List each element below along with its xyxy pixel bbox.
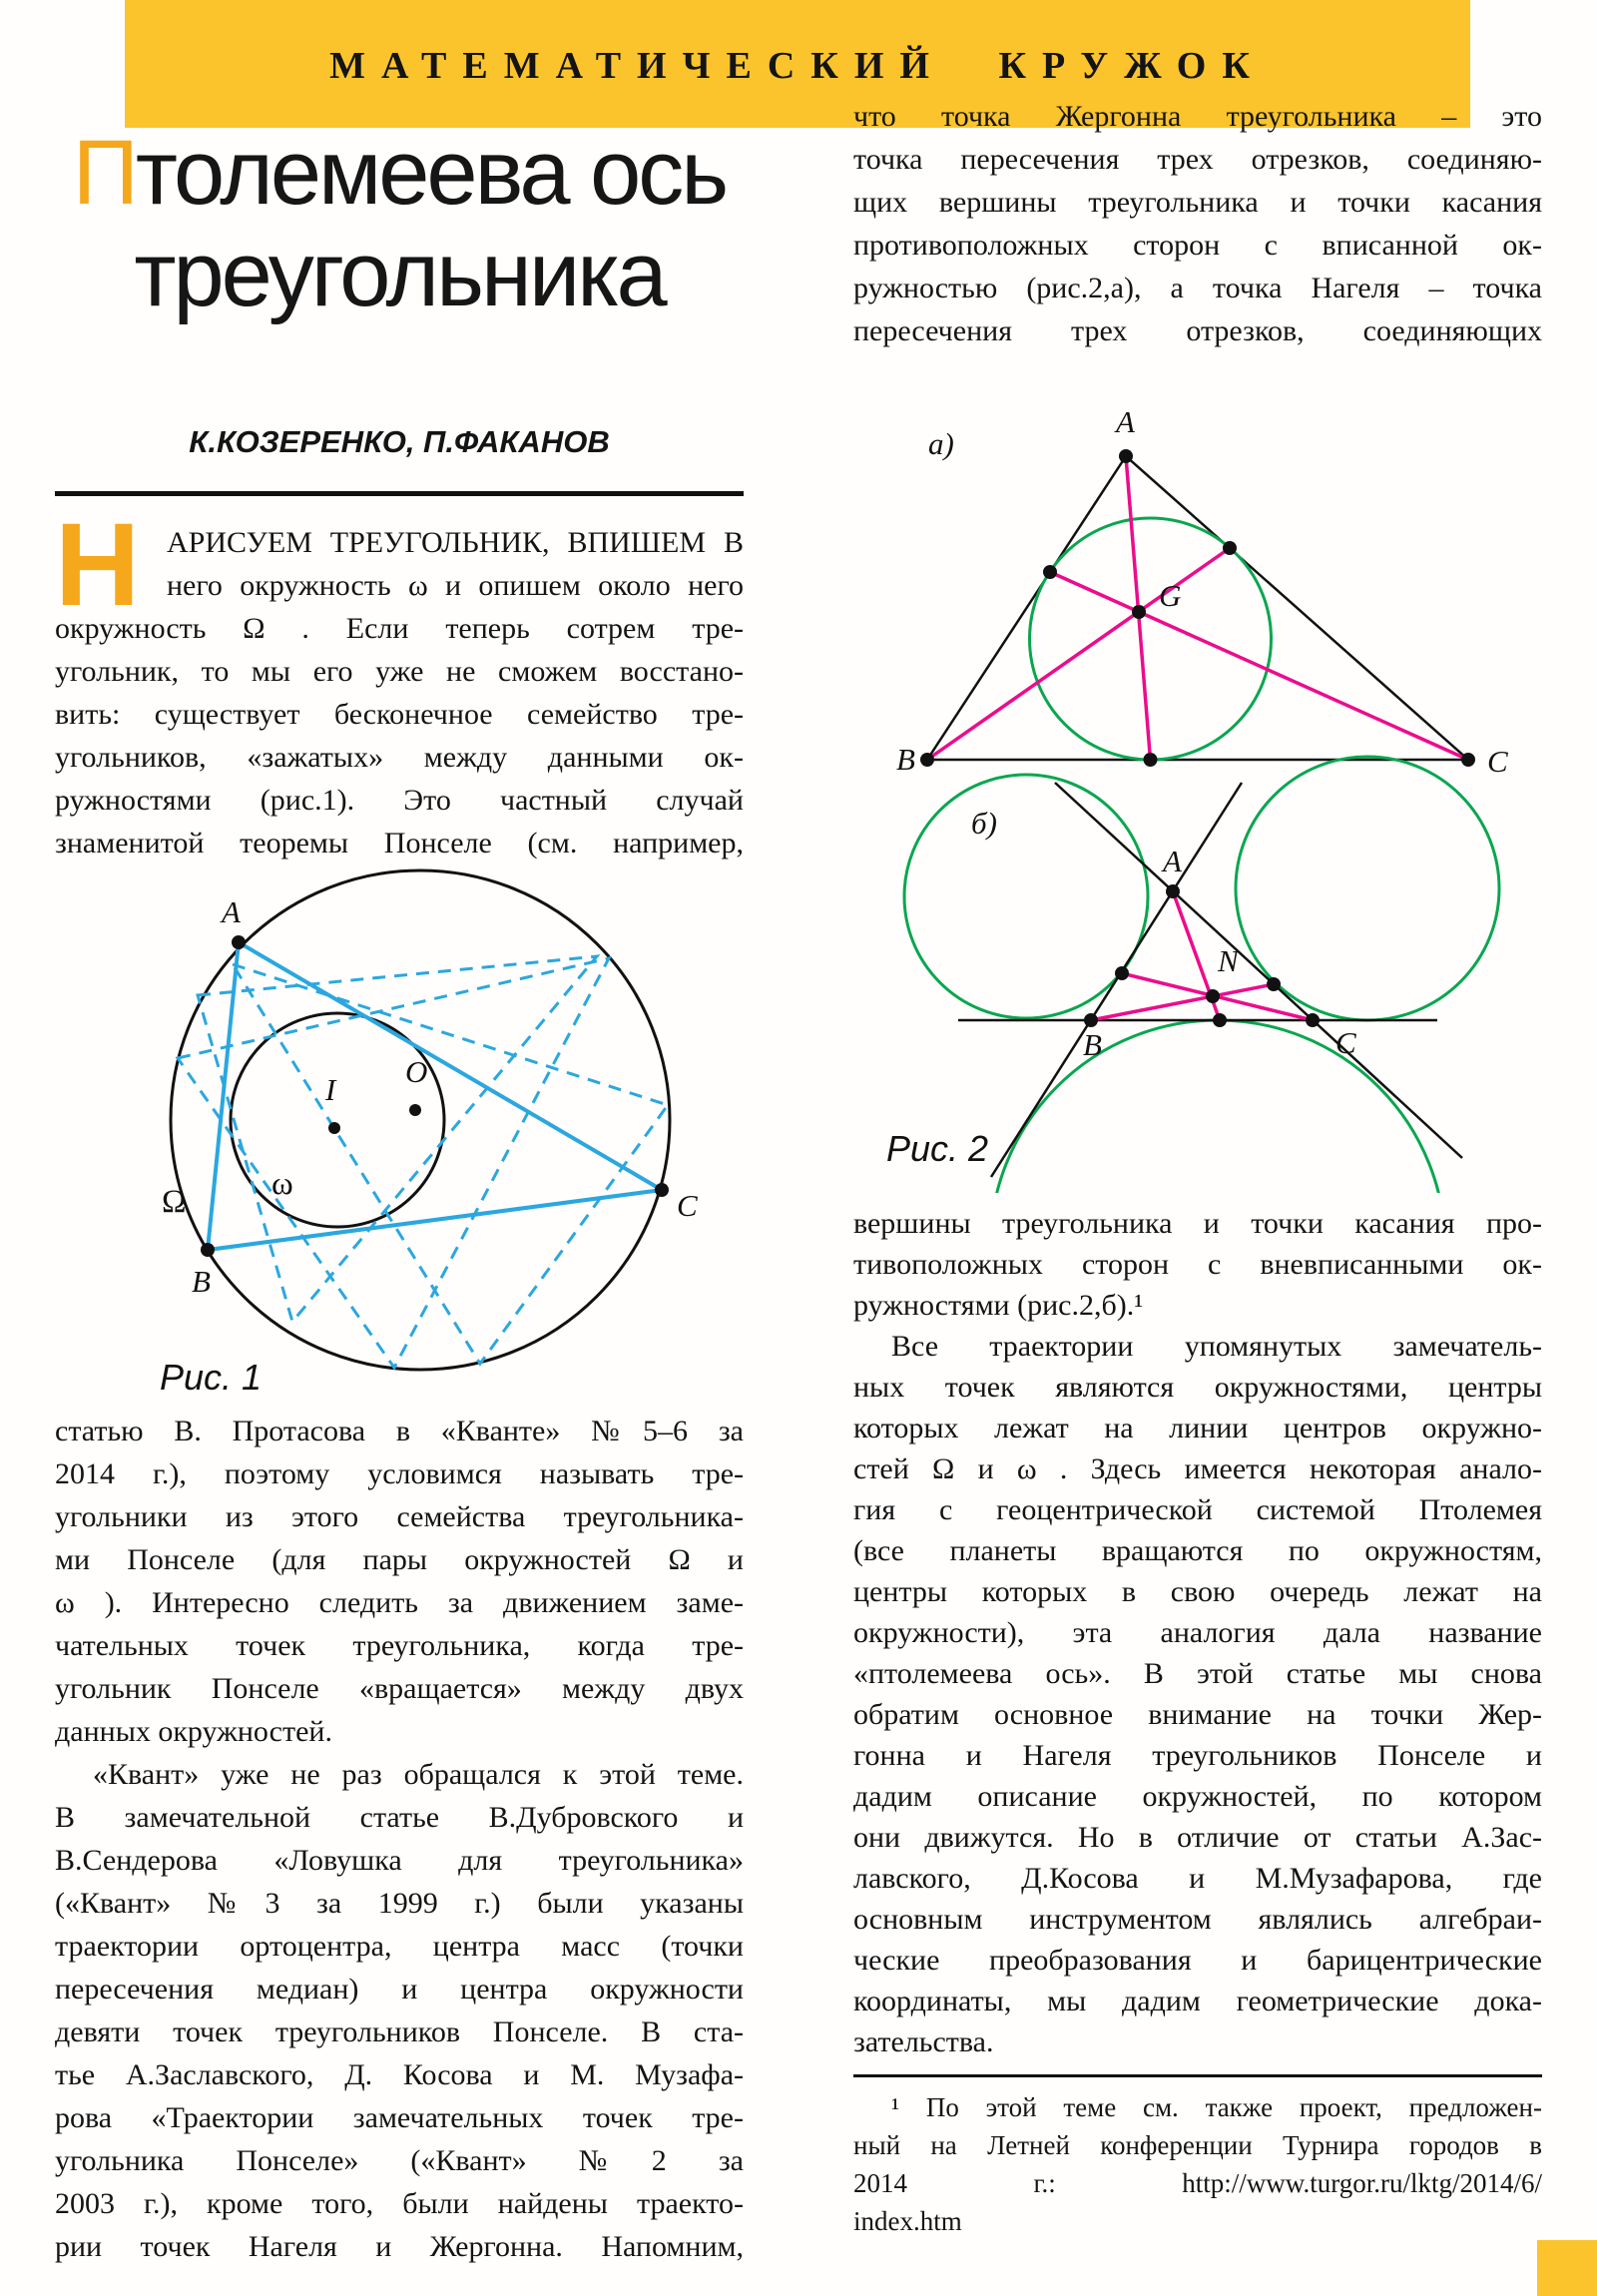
label-G: G — [1159, 578, 1182, 613]
figure-2 — [828, 394, 1567, 1193]
label-omega-small: ω — [271, 1166, 293, 1202]
text-line: тье А.Заславского, Д. Косова и М. Музафа- — [55, 2058, 744, 2091]
text-line: чательных точек треугольника, когда тре- — [55, 1629, 744, 1662]
text-line: рии точек Нагеля и Жергонна. Напомним, — [55, 2230, 744, 2263]
text-line: угольник, то мы его уже не сможем восстано- — [55, 655, 744, 688]
text-line: ¹ По этой теме см. также проект, предложен- — [891, 2092, 1542, 2122]
text-line: ческие преобразования и барицентрические — [853, 1944, 1542, 1977]
text-line: ми Понселе (для пары окружностей Ω и — [55, 1543, 744, 1576]
text-line: стей Ω и ω . Здесь имеется некоторая анало- — [853, 1452, 1542, 1485]
extouch-ab — [1115, 966, 1129, 980]
text-line: угольников, «зажатых» между данными ок- — [55, 741, 744, 774]
excircle-opposite-C — [904, 775, 1148, 1018]
text-line: ных точек являются окружностями, центры — [853, 1371, 1542, 1404]
text-line: «Квант» уже не раз обращался к этой теме. — [93, 1758, 744, 1791]
text-line: гонна и Нагеля треугольников Понселе и — [853, 1739, 1542, 1772]
text-line: противоположных сторон с вписанной ок- — [853, 229, 1542, 262]
subfigure-a-label: а) — [928, 426, 954, 461]
text-line: что точка Жергонна треугольника – это — [853, 100, 1542, 133]
footnote-rule — [853, 2074, 1542, 2077]
right-column-top — [853, 95, 1542, 352]
text-line: щих вершины треугольника и точки касания — [853, 186, 1542, 219]
label-A-b: A — [1163, 844, 1182, 878]
intro-lines-beside-dropcap — [167, 521, 744, 607]
text-line: него окружность ω и опишем около него — [167, 569, 744, 602]
text-line: зательства. — [853, 2025, 994, 2058]
section-header: МАТЕМАТИЧЕСКИЙ КРУЖОК — [329, 45, 1266, 87]
text-line: 2003 г.), кроме того, были найдены траекто- — [55, 2187, 744, 2220]
corner-yellow-square — [1537, 2240, 1597, 2296]
label-B-b: B — [1083, 1027, 1102, 1062]
text-line: «птолемеева ось». В этой статье мы снова — [853, 1657, 1542, 1690]
text-line: центры которых в свою очередь лежат на — [853, 1575, 1542, 1608]
text-line: угольник Понселе «вращается» между двух — [55, 1672, 744, 1705]
text-line: гия с геоцентрической системой Птолемея — [853, 1493, 1542, 1526]
right-column-bottom — [853, 1203, 1542, 2062]
figure-1 — [100, 861, 779, 1400]
point-A — [232, 935, 246, 949]
text-line: траектории ортоцентра, центра масс (точки — [55, 1930, 744, 1963]
label-B-a: B — [896, 742, 915, 777]
text-line: («Квант» №3 за 1999 г.) были указаны — [55, 1887, 744, 1920]
label-C-a: C — [1487, 744, 1508, 779]
text-line: АРИСУЕМ ТРЕУГОЛЬНИК, ВПИШЕМ В — [167, 526, 744, 559]
text-line: ружностью (рис.2,а), а точка Нагеля – точка — [853, 272, 1542, 304]
text-line: вершины треугольника и точки касания про- — [853, 1207, 1542, 1240]
text-line: координаты, мы дадим геометрические дока- — [853, 1985, 1542, 2017]
point-I — [328, 1122, 340, 1134]
text-line: точка пересечения трех отрезков, соединяю- — [853, 143, 1542, 176]
intro-dropcap: Н — [55, 499, 141, 631]
text-line: окружности), эта аналогия дала название — [853, 1616, 1542, 1649]
text-line: данных окружностей. — [55, 1715, 332, 1748]
title-dropcap: П — [72, 122, 136, 224]
figure-1-caption: Рис. 1 — [160, 1357, 263, 1398]
excircle-opposite-A — [990, 1020, 1445, 1193]
text-line: они движутся. Но в отличие от статьи А.Зас- — [853, 1821, 1542, 1854]
intro-paragraph — [55, 607, 744, 864]
text-line: 2014 г.), поэтому условимся называть тре- — [55, 1457, 744, 1490]
label-A: A — [222, 894, 241, 929]
label-A-a: A — [1116, 404, 1135, 439]
cevian-b — [927, 548, 1230, 760]
point-O — [409, 1104, 421, 1116]
text-line: В замечательной статье В.Дубровского и — [55, 1801, 744, 1834]
title-line-1: Птолемеева ось — [72, 122, 727, 224]
text-line: (все планеты вращаются по окружностям, — [853, 1534, 1542, 1567]
text-line: основным инструментом являлись алгебраи- — [853, 1903, 1542, 1936]
point-G — [1132, 605, 1146, 619]
subfigure-b-label: б) — [971, 806, 997, 841]
text-line: ω ). Интересно следить за движением заме- — [55, 1586, 744, 1619]
touch-bc — [1144, 753, 1158, 767]
text-line: которых лежат на линии центров окружно- — [853, 1412, 1542, 1444]
authors-line: К.КОЗЕРЕНКО, П.ФАКАНОВ — [189, 424, 610, 459]
point-A-b — [1166, 884, 1180, 898]
text-line: В.Сендерова «Ловушка для треугольника» — [55, 1844, 744, 1877]
text-line: ружностями (рис.1). Это частный случай — [55, 784, 744, 817]
text-line: дадим описание окружностей, по котором — [853, 1780, 1542, 1813]
touch-ab — [1043, 565, 1057, 579]
point-B-b — [1084, 1013, 1098, 1027]
text-line: ружностями (рис.2,б).¹ — [853, 1289, 1144, 1322]
left-column-continued — [55, 1410, 744, 2268]
figure-2-caption: Рис. 2 — [886, 1128, 989, 1169]
point-A-a — [1119, 449, 1133, 463]
title-line-2: треугольника — [134, 224, 665, 325]
label-B: B — [192, 1264, 211, 1299]
point-C-a — [1461, 753, 1475, 767]
label-C-b: C — [1335, 1025, 1356, 1060]
label-omega-big: Ω — [162, 1184, 187, 1220]
label-I: I — [325, 1072, 336, 1107]
text-line: index.htm — [853, 2206, 962, 2236]
point-N — [1206, 989, 1220, 1003]
text-line: угольники из этого семейства треугольника- — [55, 1500, 744, 1533]
extouch-ac — [1267, 977, 1281, 991]
poncelet-dashed-triangle — [233, 964, 668, 1364]
article-title — [55, 122, 744, 325]
label-C: C — [677, 1188, 698, 1223]
text-line: обратим основное внимание на точки Жер- — [853, 1698, 1542, 1731]
text-line: знаменитой теоремы Понселе (см. например, — [55, 827, 744, 860]
text-line: статью В. Протасова в «Кванте» №5–6 за — [55, 1415, 744, 1447]
text-line: окружность Ω . Если теперь сотрем тре- — [55, 612, 744, 645]
footnote — [853, 2088, 1542, 2240]
poncelet-dashed-triangle — [198, 956, 597, 1322]
label-O: O — [405, 1054, 428, 1089]
text-line: угольника Понселе» («Квант» №2 за — [55, 2144, 744, 2177]
text-line: тивоположных сторон с вневписанными ок- — [853, 1248, 1542, 1281]
point-B-a — [920, 753, 934, 767]
extouch-bc — [1213, 1013, 1227, 1027]
text-line: вить: существует бесконечное семейство тре- — [55, 698, 744, 731]
point-C-b — [1306, 1013, 1320, 1027]
point-C — [655, 1183, 669, 1197]
text-line: пересечения трех отрезков, соединяющих — [853, 314, 1542, 347]
text-line: пересечения медиан) и центра окружности — [55, 1973, 744, 2006]
text-line: ный на Летней конференции Турнира городов в — [853, 2130, 1542, 2160]
authors-rule — [55, 491, 744, 496]
text-line: 2014 г.: http://www.turgor.ru/lktg/2014/6/ — [853, 2168, 1542, 2198]
label-N: N — [1218, 943, 1239, 978]
text-line: рова «Траектории замечательных точек тре- — [55, 2101, 744, 2134]
text-line: лавского, Д.Косова и М.Музафарова, где — [853, 1862, 1542, 1895]
point-B — [201, 1243, 215, 1257]
text-line: девяти точек треугольников Понселе. В ста- — [55, 2015, 744, 2048]
triangle-abc-a — [927, 456, 1468, 760]
touch-ac — [1223, 541, 1237, 555]
text-line: Все траектории упомянутых замечатель- — [891, 1330, 1542, 1363]
cevian-c — [1050, 572, 1468, 760]
incircle-green — [1030, 518, 1272, 760]
